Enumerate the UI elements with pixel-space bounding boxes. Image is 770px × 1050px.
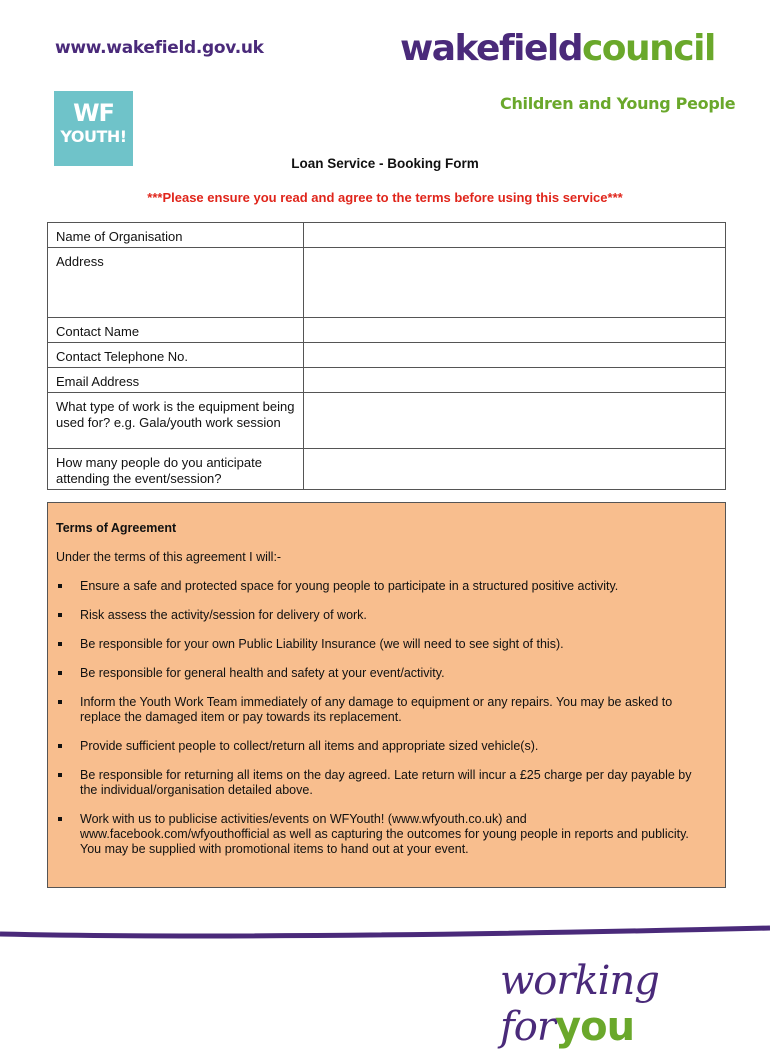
footer-slogan (500, 958, 770, 1050)
form-row-contact-name (48, 318, 726, 343)
address-field[interactable] (304, 248, 726, 318)
bullet-icon (58, 817, 62, 821)
terms-item (56, 637, 706, 652)
bullet-icon (58, 671, 62, 675)
terms-item (56, 812, 706, 857)
terms-intro: Under the terms of this agreement I will:- (56, 550, 282, 564)
attendance-field[interactable] (304, 449, 726, 490)
footer-slogan-part1: working for (500, 958, 659, 1050)
terms-item-text: Inform the Youth Work Team immediately of any damage to equipment or any repairs. You may be asked to replace the damaged item or pay towards its replacement. (80, 695, 673, 724)
bullet-icon (58, 642, 62, 646)
field-label: Contact Name (48, 318, 304, 343)
terms-item-text: Risk assess the activity/session for delivery of work. (80, 608, 367, 622)
council-logo-wakefield: wakefield (400, 28, 582, 69)
form-row-telephone (48, 343, 726, 368)
terms-box (47, 502, 726, 888)
footer-swoosh (0, 900, 770, 950)
telephone-field[interactable] (304, 343, 726, 368)
work-type-field[interactable] (304, 393, 726, 449)
terms-heading: Terms of Agreement (56, 521, 177, 535)
form-row-work-type (48, 393, 726, 449)
terms-item (56, 739, 706, 754)
form-title: Loan Service - Booking Form (291, 156, 479, 171)
organisation-name-field[interactable] (304, 223, 726, 248)
council-logo-council: council (581, 28, 715, 69)
field-label: How many people do you anticipate attending the event/session? (48, 449, 304, 490)
terms-item-text: Work with us to publicise activities/events on WFYouth! (www.wfyouth.co.uk) and www.facebook.com/wfyouthofficial as well as capturing the outcomes for young people in reports and publicity. You may be supplied with promotional items to hand out at your event. (80, 812, 689, 856)
terms-item (56, 695, 706, 725)
terms-item-text: Provide sufficient people to collect/return all items and appropriate sized vehicle(s). (80, 739, 539, 753)
field-label: Contact Telephone No. (48, 343, 304, 368)
bullet-icon (58, 613, 62, 617)
bullet-icon (58, 584, 62, 588)
field-label: Email Address (48, 368, 304, 393)
form-row-organisation (48, 223, 726, 248)
form-row-email (48, 368, 726, 393)
bullet-icon (58, 773, 62, 777)
field-label: Name of Organisation (48, 223, 304, 248)
wf-logo-bottom: YOUTH! (60, 127, 127, 146)
terms-item (56, 608, 706, 623)
site-url: www.wakefield.gov.uk (55, 38, 264, 58)
terms-item-text: Be responsible for returning all items on the day agreed. Late return will incur a £25 charge per day payable by the individual/organisation detailed above. (80, 768, 692, 797)
terms-item-text: Ensure a safe and protected space for young people to participate in a structured positive activity. (80, 579, 619, 593)
terms-item (56, 579, 706, 594)
wf-youth-logo (54, 91, 133, 166)
field-label: Address (48, 248, 304, 318)
bullet-icon (58, 744, 62, 748)
field-label: What type of work is the equipment being used for? e.g. Gala/youth work session (48, 393, 304, 449)
footer-swoosh-path (0, 928, 770, 936)
council-subtitle: Children and Young People (500, 94, 736, 113)
terms-warning: ***Please ensure you read and agree to the terms before using this service*** (147, 190, 623, 205)
terms-item-text: Be responsible for general health and safety at your event/activity. (80, 666, 445, 680)
form-row-address (48, 248, 726, 318)
terms-item (56, 666, 706, 681)
bullet-icon (58, 700, 62, 704)
terms-list (56, 579, 706, 871)
wf-logo-top: WF (73, 99, 114, 127)
terms-item-text: Be responsible for your own Public Liability Insurance (we will need to see sight of this). (80, 637, 564, 651)
contact-name-field[interactable] (304, 318, 726, 343)
terms-item (56, 768, 706, 798)
booking-form-table (47, 222, 726, 490)
council-logo (400, 28, 715, 69)
form-row-attendance (48, 449, 726, 490)
footer-slogan-part2: you (555, 1004, 635, 1050)
email-field[interactable] (304, 368, 726, 393)
